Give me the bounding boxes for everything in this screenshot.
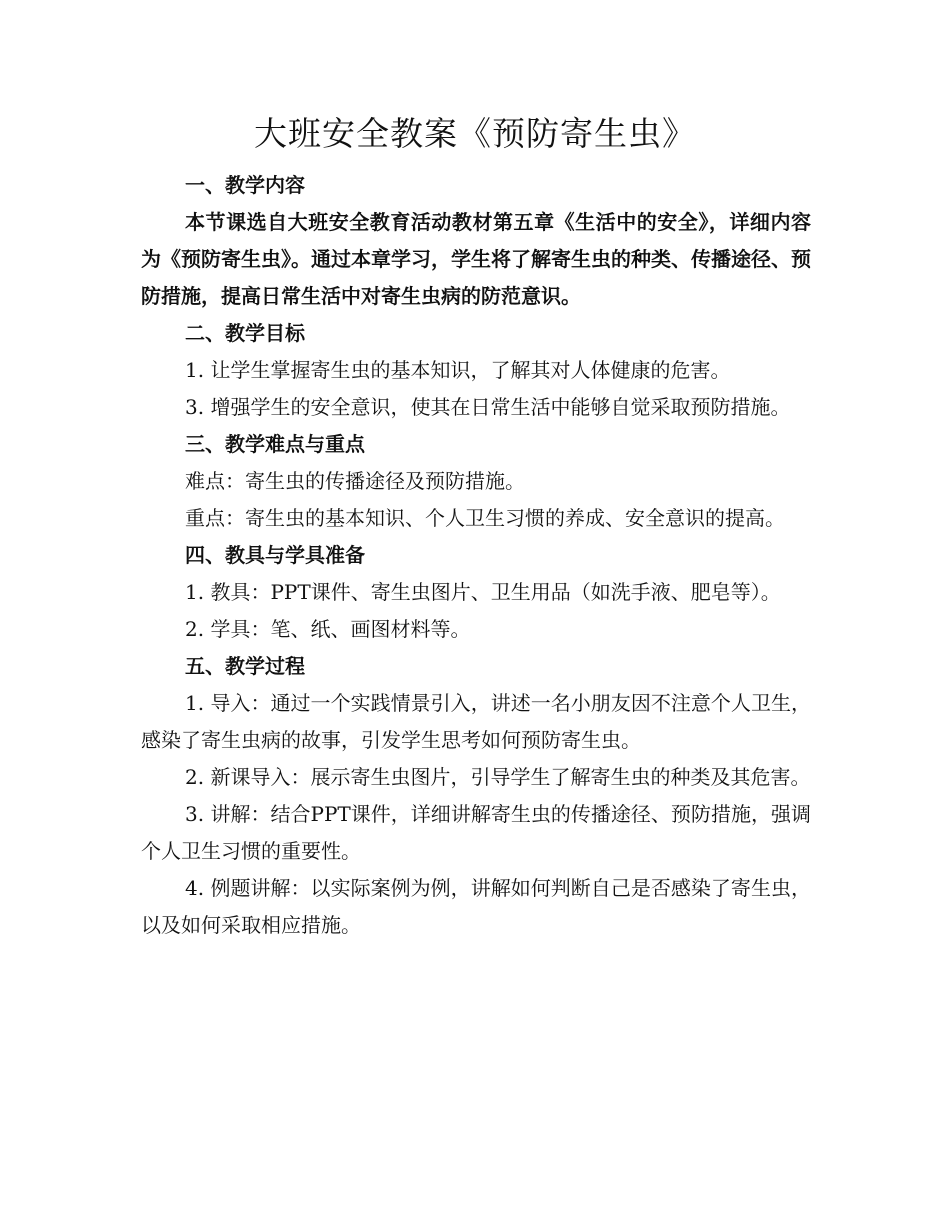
paragraph-process-3: 3. 讲解：结合PPT课件，详细讲解寄生虫的传播途径、预防措施，强调个人卫生习惯的重要性。	[141, 802, 811, 863]
document-title: 大班安全教案《预防寄生虫》	[254, 114, 696, 153]
document-body	[141, 167, 811, 944]
paragraph-objective-3: 3. 增强学生的安全意识，使其在日常生活中能够自觉采取预防措施。	[185, 395, 791, 419]
paragraph-key-points: 重点：寄生虫的基本知识、个人卫生习惯的养成、安全意识的提高。	[185, 506, 785, 530]
paragraph-process-4: 4. 例题讲解：以实际案例为例，讲解如何判断自己是否感染了寄生虫，以及如何采取相应措施。	[141, 876, 811, 937]
section-heading-content: 一、教学内容	[185, 173, 305, 197]
section-heading-process: 五、教学过程	[185, 654, 305, 678]
section-heading-materials: 四、教具与学具准备	[185, 543, 365, 567]
section-heading-objectives: 二、教学目标	[185, 321, 305, 345]
paragraph-process-2: 2. 新课导入：展示寄生虫图片，引导学生了解寄生虫的种类及其危害。	[185, 765, 811, 789]
paragraph-difficulty: 难点：寄生虫的传播途径及预防措施。	[185, 469, 525, 493]
paragraph-objective-1: 1. 让学生掌握寄生虫的基本知识，了解其对人体健康的危害。	[185, 358, 731, 382]
section-heading-difficulty: 三、教学难点与重点	[185, 432, 365, 456]
paragraph-student-tools: 2. 学具：笔、纸、画图材料等。	[185, 617, 471, 641]
paragraph-process-1: 1. 导入：通过一个实践情景引入，讲述一名小朋友因不注意个人卫生，感染了寄生虫病的故事，引发学生思考如何预防寄生虫。	[141, 691, 811, 752]
paragraph-teaching-tools: 1. 教具：PPT课件、寄生虫图片、卫生用品（如洗手液、肥皂等）。	[185, 580, 781, 604]
paragraph-content-intro: 本节课选自大班安全教育活动教材第五章《生活中的安全》，详细内容为《预防寄生虫》。通过本章学习，学生将了解寄生虫的种类、传播途径、预防措施，提高日常生活中对寄生虫病的防范意识。	[141, 210, 811, 308]
